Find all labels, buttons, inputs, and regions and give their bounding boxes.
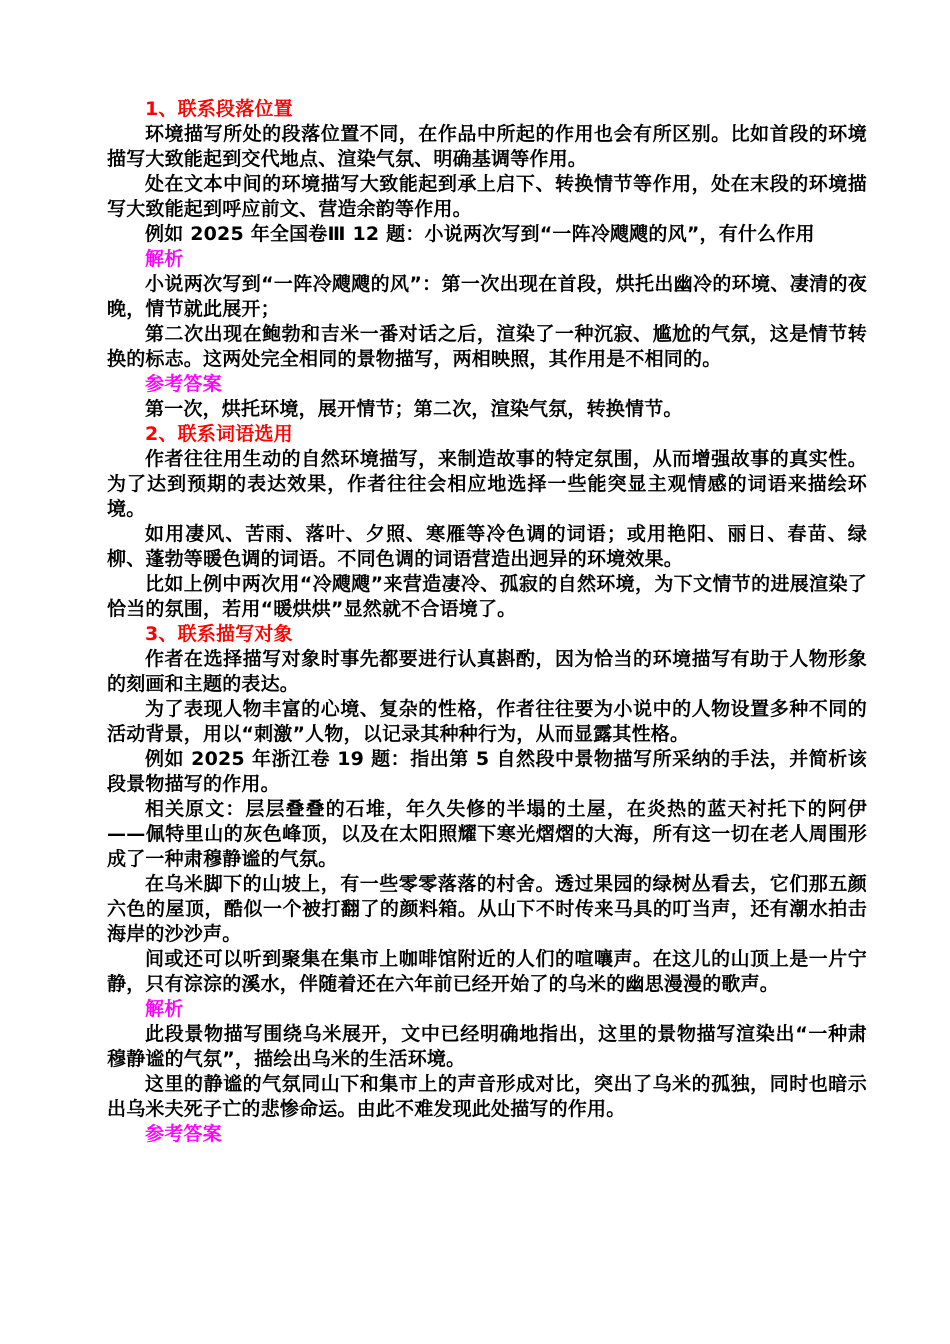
section-3-source-text-2: 在乌米脚下的山坡上，有一些零零落落的村舍。透过果园的绿树丛看去，它们那五颜六色的屋顶，酷似一个被打翻了的颜料箱。从山下不时传来马具的叮当声，还有潮水拍击海岸的沙沙声。	[107, 873, 867, 945]
section-3-source-text-1: 相关原文：层层叠叠的石堆，年久失修的半塌的土屋，在炎热的蓝天衬托下的阿伊——佩特里山的灰色峰顶，以及在太阳照耀下寒光熠熠的大海，所有这一切在老人周围形成了一种肃穆静谧的气氛。	[107, 798, 867, 870]
section-1-heading: 1、联系段落位置	[145, 98, 293, 120]
section-2-heading: 2、联系词语选用	[145, 423, 293, 445]
section-1-question: 例如 2025 年全国卷Ⅲ 12 题：小说两次写到“一阵冷飕飕的风”，有什么作用	[145, 223, 815, 245]
section-2-paragraph-1: 作者往往用生动的自然环境描写，来制造故事的特定氛围，从而增强故事的真实性。为了达到预期的表达效果，作者往往会相应地选择一些能突显主观情感的词语来描绘环境。	[107, 448, 867, 520]
section-3-analysis-label: 解析	[145, 998, 184, 1020]
section-3-heading: 3、联系描写对象	[145, 623, 293, 645]
section-3-paragraph-1: 作者在选择描写对象时事先都要进行认真斟酌，因为恰当的环境描写有助于人物形象的刻画和主题的表达。	[107, 648, 867, 695]
section-3-analysis-1: 此段景物描写围绕乌米展开，文中已经明确地指出，这里的景物描写渲染出“一种肃穆静谧的气氛”，描绘出乌米的生活环境。	[107, 1023, 867, 1070]
section-3-paragraph-2: 为了表现人物丰富的心境、复杂的性格，作者往往要为小说中的人物设置多种不同的活动背景，用以“刺激”人物，以记录其种种行为，从而显露其性格。	[107, 698, 867, 745]
section-1-paragraph-1: 环境描写所处的段落位置不同，在作品中所起的作用也会有所区别。比如首段的环境描写大致能起到交代地点、渲染气氛、明确基调等作用。	[107, 123, 867, 170]
section-1-analysis-2: 第二次出现在鲍勃和吉米一番对话之后，渲染了一种沉寂、尴尬的气氛，这是情节转换的标志。这两处完全相同的景物描写，两相映照，其作用是不相同的。	[107, 323, 867, 370]
document-body	[107, 97, 867, 1147]
section-1-analysis-label: 解析	[145, 248, 184, 270]
section-3-answer-label: 参考答案	[145, 1123, 222, 1145]
section-3-question: 例如 2025 年浙江卷 19 题：指出第 5 自然段中景物描写所采纳的手法，并简析该段景物描写的作用。	[107, 748, 867, 795]
section-3-source-text-3: 间或还可以听到聚集在集市上咖啡馆附近的人们的喧嚷声。在这儿的山顶上是一片宁静，只有淙淙的溪水，伴随着还在六年前已经开始了的乌米的幽思漫漫的歌声。	[107, 948, 867, 995]
section-1-answer: 第一次，烘托环境，展开情节；第二次，渲染气氛，转换情节。	[145, 398, 683, 420]
section-1-analysis-1: 小说两次写到“一阵冷飕飕的风”：第一次出现在首段，烘托出幽冷的环境、凄清的夜晚，情节就此展开；	[107, 273, 867, 320]
section-1-paragraph-2: 处在文本中间的环境描写大致能起到承上启下、转换情节等作用，处在末段的环境描写大致能起到呼应前文、营造余韵等作用。	[107, 173, 867, 220]
section-2-paragraph-2: 如用凄风、苦雨、落叶、夕照、寒雁等冷色调的词语；或用艳阳、丽日、春苗、绿柳、蓬勃等暖色调的词语。不同色调的词语营造出迥异的环境效果。	[107, 523, 867, 570]
section-3-analysis-2: 这里的静谧的气氛同山下和集市上的声音形成对比，突出了乌米的孤独，同时也暗示出乌米夫死子亡的悲惨命运。由此不难发现此处描写的作用。	[107, 1073, 867, 1120]
section-2-paragraph-3: 比如上例中两次用“冷飕飕”来营造凄冷、孤寂的自然环境，为下文情节的进展渲染了恰当的氛围，若用“暖烘烘”显然就不合语境了。	[107, 573, 867, 620]
section-1-answer-label: 参考答案	[145, 373, 222, 395]
